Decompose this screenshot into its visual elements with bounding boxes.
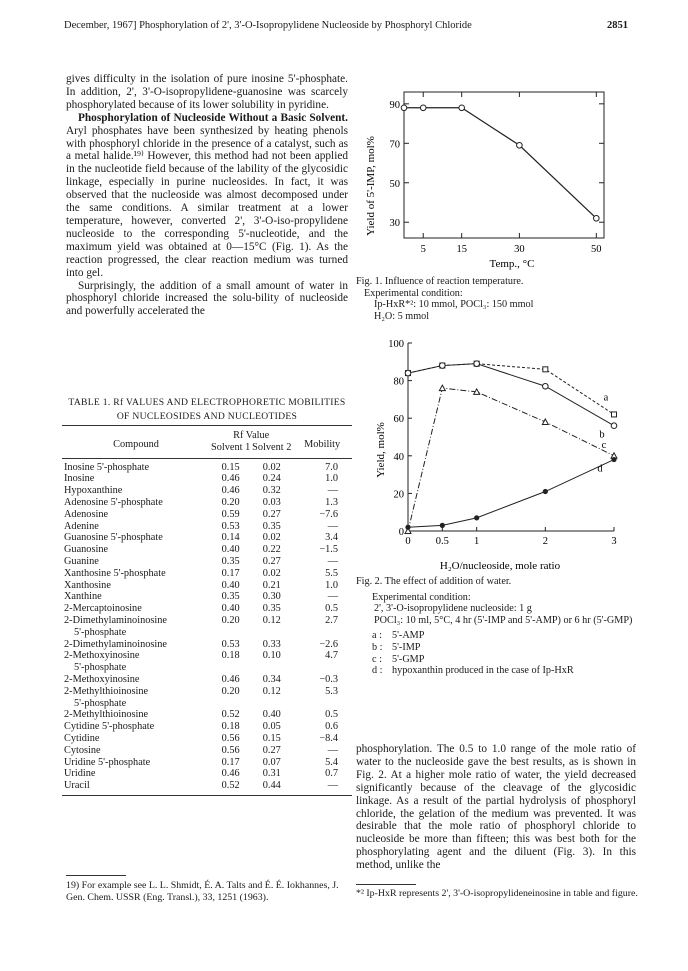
mobility-value: 1.0 xyxy=(325,473,338,485)
solvent-2-value: 0.12 xyxy=(262,614,281,626)
solvent-2-value: 0.35 xyxy=(262,603,281,615)
table-caption: TABLE 1. Rf VALUES AND ELECTROPHORETIC MOBILITIES OF NUCLEOSIDES AND NUCLEOTIDES xyxy=(68,397,346,422)
table-row xyxy=(62,458,352,473)
solvent-1-value: 0.20 xyxy=(221,614,240,626)
solvent-2-value: 0.07 xyxy=(262,756,281,768)
fig2-series-a-line xyxy=(408,364,614,415)
fig2-condition-head: Experimental condition: xyxy=(372,591,471,603)
fig2-point-b xyxy=(405,370,411,376)
fig2-xtick-label: 2 xyxy=(542,536,548,547)
solvent-1-value: 0.46 xyxy=(221,768,240,780)
mobility-value: −2.6 xyxy=(319,638,338,650)
right-column-text: phosphorylation. The 0.5 to 1.0 range of the mole ratio of water to the nucleoside gave the best results, as is shown in Fig. 2. At a higher mole ratio of water, the yield decreased significantly because of the cleavage of the glycosidic linkage. As a result of the partial hydrolysis of phosphoryl chloride, the gelation of the medium was prevented. It was desirable that the mole ratio of phosphoryl chloride to nucleoside be more than fifteen; this was best both for the phosphorylating agent and the diluent (Fig. 3). In this method, unlike the xyxy=(356,743,636,872)
fig2-ylabel: Yield, mol% xyxy=(375,422,387,478)
compound-cell xyxy=(62,721,210,733)
fig2-legend-key: a : xyxy=(372,630,382,642)
compound-name: Guanosine xyxy=(64,544,109,556)
mobility-value: 5.3 xyxy=(325,685,338,697)
fig2-xtick-label: 3 xyxy=(611,536,617,547)
compound-name: 2-Dimethylaminoinosine xyxy=(64,638,167,650)
table-row xyxy=(62,568,352,580)
fig2-point-c xyxy=(542,419,548,425)
mobility-value: −7.6 xyxy=(319,508,338,520)
compound-cell xyxy=(62,497,210,509)
compound-name: 2-Methylthioinosine xyxy=(64,685,149,697)
table-row xyxy=(62,745,352,757)
fig2-series-label: c xyxy=(601,439,607,451)
mobility-value: 5.4 xyxy=(325,756,338,768)
footnote-2: *² Ip-HxR represents 2', 3'-O-isopropylideneinosine in table and figure. xyxy=(356,888,638,899)
compound-cell xyxy=(62,458,210,473)
solvent-1-value: 0.20 xyxy=(221,685,240,697)
rf-values-table xyxy=(62,425,352,796)
table-row xyxy=(62,780,352,795)
mobility-value: 3.4 xyxy=(325,532,338,544)
table-row xyxy=(62,757,352,769)
fig1-caption xyxy=(356,276,646,322)
fig2-plot xyxy=(405,361,617,534)
compound-cell xyxy=(62,639,210,651)
fig2-ytick-label: 0 xyxy=(398,527,404,538)
solvent-1-value: 0.53 xyxy=(221,520,240,532)
left-column-text xyxy=(66,73,348,318)
compound-name-continued: 5'-phosphate xyxy=(74,697,127,709)
solvent-1-value: 0.15 xyxy=(221,461,240,473)
mobility-value: 0.5 xyxy=(325,603,338,615)
fig1-data-point xyxy=(401,105,407,111)
fig1-xtick-label: 50 xyxy=(591,244,602,255)
table-row xyxy=(62,603,352,615)
mobility-value: 7.0 xyxy=(325,461,338,473)
mobility-value: 2.7 xyxy=(325,614,338,626)
mobility-value: 0.5 xyxy=(325,709,338,721)
compound-cell xyxy=(62,580,210,592)
table-row xyxy=(62,650,352,674)
mobility-value: — xyxy=(292,780,352,795)
compound-cell xyxy=(62,485,210,497)
compound-cell xyxy=(62,674,210,686)
footnote-19: 19) For example see L. L. Shmidt, É. A. Talts and É. É. Iokhannes, J. Gen. Chem. USSR (Eng. Transl.), 33, 1251 (1963). xyxy=(66,880,339,903)
mobility-value: — xyxy=(327,520,338,532)
solvent-1-value: 0.40 xyxy=(221,579,240,591)
compound-name: Uridine xyxy=(64,768,96,780)
fig2-point-d xyxy=(543,489,548,494)
compound-cell xyxy=(62,509,210,521)
table-row xyxy=(62,497,352,509)
compound-name: Inosine xyxy=(64,473,95,485)
fig1-data-point xyxy=(420,105,426,111)
fig2-point-d xyxy=(474,515,479,520)
fig2-ytick-label: 60 xyxy=(393,414,404,426)
fig2-legend-item xyxy=(372,654,646,666)
solvent-2-value: 0.12 xyxy=(262,685,281,697)
fig2-series-b-line xyxy=(408,364,614,426)
fig2-point-d xyxy=(405,525,410,530)
fig2-xlabel: H₂O/nucleoside, mole ratio xyxy=(439,560,561,572)
table-row xyxy=(62,709,352,721)
mobility-value: 0.6 xyxy=(325,721,338,733)
fig1-condition-head: Experimental condition: xyxy=(364,287,463,299)
solvent-2-value: 0.15 xyxy=(262,732,281,744)
compound-cell xyxy=(62,733,210,745)
solvent-2-value: 0.02 xyxy=(262,532,281,544)
table-row xyxy=(62,674,352,686)
compound-cell xyxy=(62,603,210,615)
table-row xyxy=(62,509,352,521)
table-row xyxy=(62,485,352,497)
mobility-value: — xyxy=(327,744,338,756)
solvent-1-value: 0.53 xyxy=(221,638,240,650)
fig2-point-a xyxy=(612,412,617,417)
solvent-2-value: 0.02 xyxy=(262,567,281,579)
fig2-series-c-line xyxy=(408,388,614,531)
solvent-1-value: 0.20 xyxy=(221,496,240,508)
paragraph-2-body: Aryl phosphates have been synthesized by heating phenols with phosphoryl chloride in the presence of a catalyst, such as a metal halide.¹⁹⁾ However, this method had not been applied in the nucleotide field because of the lability of the glycosidic linkage, especially in purine nucleosides. In fact, it was observed that the nucleoside was almost decomposed under the same conditions. A similar treatment at a lower temperature, however, converted 2', 3'-O-iso-propylidene nucleoside to the corresponding 5'-nucleotide, and the maximum yield was obtained at 0—15°C (Fig. 1). As the reaction progressed, the clear reaction medium was turned into gel. xyxy=(66,124,348,279)
fig2-ytick-label: 80 xyxy=(393,376,404,388)
compound-name-continued: 5'-phosphate xyxy=(74,626,127,638)
solvent-1-value: 0.46 xyxy=(221,473,240,485)
mobility-value: 1.0 xyxy=(325,579,338,591)
compound-name: Adenosine 5'-phosphate xyxy=(64,496,163,508)
compound-cell xyxy=(62,556,210,568)
table-body xyxy=(62,458,352,795)
solvent-1-value: 0.14 xyxy=(221,532,240,544)
compound-name: 2-Methylthioinosine xyxy=(64,709,149,721)
table-row xyxy=(62,532,352,544)
table-row xyxy=(62,544,352,556)
fig2-point-c xyxy=(439,385,445,391)
fig2-caption xyxy=(356,576,646,677)
compound-name-continued: 5'-phosphate xyxy=(74,662,127,674)
solvent-2-value: 0.32 xyxy=(262,485,281,497)
paragraph-2 xyxy=(66,112,348,280)
compound-name: Cytosine xyxy=(64,744,101,756)
mobility-value: 5.5 xyxy=(325,567,338,579)
compound-name: 2-Dimethylaminoinosine xyxy=(64,614,167,626)
solvent-2-value: 0.10 xyxy=(262,650,281,662)
compound-name: Xanthosine xyxy=(64,579,111,591)
page-number: 2851 xyxy=(607,20,628,31)
solvent-1-value: 0.52 xyxy=(210,780,251,795)
fig2-series-label: a xyxy=(603,392,609,404)
solvent-1-value: 0.17 xyxy=(221,756,240,768)
solvent-2-value: 0.22 xyxy=(262,544,281,556)
mobility-value: 4.7 xyxy=(325,650,338,662)
solvent-2-value: 0.31 xyxy=(262,768,281,780)
fig1-series-line xyxy=(404,108,596,218)
compound-cell xyxy=(62,768,210,780)
mobility-value: — xyxy=(327,485,338,497)
fig1-condition-1: Ip-HxR*²: 10 mmol, POCl₃: 150 mmol xyxy=(374,299,534,311)
solvent-1-value: 0.56 xyxy=(221,744,240,756)
fig2-legend-item xyxy=(372,642,646,654)
solvent-1-value: 0.40 xyxy=(221,603,240,615)
fig2-condition-2: POCl₃: 10 ml, 5°C, 4 hr (5'-IMP and 5'-AMP) or 6 hr (5'-GMP) xyxy=(374,614,633,626)
compound-name: Adenine xyxy=(64,520,99,532)
compound-name: Uridine 5'-phosphate xyxy=(64,756,151,768)
paragraph-1: gives difficulty in the isolation of pure inosine 5'-phosphate. In addition, 2', 3'-O-isopropylidene-guanosine was scarcely phosphorylated because of its lower solubility in pyridine. xyxy=(66,73,348,111)
solvent-1-value: 0.56 xyxy=(221,732,240,744)
fig1-frame xyxy=(404,92,604,238)
fig1-xlabel: Temp., °C xyxy=(489,258,535,270)
compound-name: Uracil xyxy=(64,780,90,792)
compound-cell xyxy=(62,615,210,639)
solvent-2-value: 0.02 xyxy=(262,461,281,473)
table-row xyxy=(62,639,352,651)
table-row xyxy=(62,686,352,710)
section-heading: Phosphorylation of Nucleoside Without a Basic Solvent. xyxy=(78,111,348,124)
fig2-legend-key: c : xyxy=(372,653,382,665)
fig2-ytick-label: 100 xyxy=(388,339,404,350)
mobility-value: −1.5 xyxy=(319,544,338,556)
solvent-1-value: 0.59 xyxy=(221,508,240,520)
compound-cell xyxy=(62,521,210,533)
solvent-2-value: 0.24 xyxy=(262,473,281,485)
compound-name: Adenosine xyxy=(64,508,109,520)
solvent-2-value: 0.35 xyxy=(262,520,281,532)
column-header-mobility: Mobility xyxy=(304,438,341,450)
fig1-data-point xyxy=(517,142,523,148)
solvent-2-value: 0.30 xyxy=(262,591,281,603)
fig2-legend-text: 5'-AMP xyxy=(392,630,425,642)
compound-cell xyxy=(62,745,210,757)
table-row xyxy=(62,733,352,745)
solvent-2-value: 0.21 xyxy=(262,579,281,591)
compound-name: Xanthosine 5'-phosphate xyxy=(64,567,166,579)
fig1-caption-title: Fig. 1. Influence of reaction temperature. xyxy=(356,276,524,287)
compound-name: Guanine xyxy=(64,555,99,567)
compound-name: Inosine 5'-phosphate xyxy=(64,461,150,473)
fig1-data-point xyxy=(459,105,465,111)
compound-name: 2-Methoxyinosine xyxy=(64,650,140,662)
fig1-axes xyxy=(390,92,605,255)
mobility-value: — xyxy=(327,591,338,603)
compound-cell xyxy=(62,568,210,580)
fig2-series-label: b xyxy=(599,429,605,441)
table-row xyxy=(62,721,352,733)
fig2-legend-key: b : xyxy=(372,641,383,653)
compound-name: Cytidine 5'-phosphate xyxy=(64,721,155,733)
fig1-xtick-label: 5 xyxy=(420,244,426,255)
fig2-legend-item xyxy=(372,665,646,677)
fig2-xtick-label: 0 xyxy=(405,536,411,547)
fig2-condition-1: 2', 3'-O-isopropylidene nucleoside: 1 g xyxy=(374,603,532,615)
fig2-legend-text: 5'-IMP xyxy=(392,641,421,653)
footnote-rule xyxy=(66,875,126,876)
solvent-2-value: 0.05 xyxy=(262,721,281,733)
compound-cell xyxy=(62,532,210,544)
fig1-xtick-label: 30 xyxy=(514,244,525,255)
table-row xyxy=(62,768,352,780)
solvent-1-value: 0.40 xyxy=(221,544,240,556)
column-header-rf: Rf Value xyxy=(233,430,270,441)
fig2-ytick-label: 20 xyxy=(393,489,404,501)
compound-cell xyxy=(62,757,210,769)
fig2-point-a xyxy=(543,367,548,372)
paragraph-3: Surprisingly, the addition of a small amount of water in phosphoryl chloride increased the solu-bility of nucleoside and powerfully accelerated the xyxy=(66,279,348,318)
solvent-2-value: 0.27 xyxy=(262,555,281,567)
compound-cell xyxy=(62,686,210,710)
compound-name: 2-Mercaptoinosine xyxy=(64,603,142,615)
solvent-2-value: 0.27 xyxy=(262,744,281,756)
fig2-series-d-line xyxy=(408,460,614,528)
fig1-ytick-label: 30 xyxy=(389,218,400,230)
compound-name: Guanosine 5'-phosphate xyxy=(64,532,163,544)
fig2-point-b xyxy=(440,363,446,369)
table-row xyxy=(62,591,352,603)
compound-cell xyxy=(62,709,210,721)
fig1-ytick-label: 90 xyxy=(389,99,400,111)
fig2-xtick-label: 0.5 xyxy=(435,536,449,547)
fig2-point-b xyxy=(474,361,480,367)
fig1-chart xyxy=(360,86,622,270)
mobility-value: −0.3 xyxy=(319,673,338,685)
compound-cell xyxy=(62,650,210,674)
compound-cell xyxy=(62,544,210,556)
fig2-point-b xyxy=(611,423,617,429)
compound-cell xyxy=(62,780,210,795)
solvent-2-value: 0.44 xyxy=(251,780,292,795)
solvent-1-value: 0.35 xyxy=(221,555,240,567)
solvent-1-value: 0.18 xyxy=(221,721,240,733)
fig1-ytick-label: 70 xyxy=(389,139,400,151)
fig2-series-label: d xyxy=(597,463,603,475)
compound-cell xyxy=(62,591,210,603)
compound-name: Cytidine xyxy=(64,732,100,744)
mobility-value: 0.7 xyxy=(325,768,338,780)
table-row xyxy=(62,473,352,485)
fig2-legend-item xyxy=(372,630,646,642)
solvent-2-value: 0.40 xyxy=(262,709,281,721)
fig2-legend-text: hypoxanthin produced in the case of Ip-HxR xyxy=(392,665,574,677)
column-header-solvent-1: Solvent 1 xyxy=(211,441,251,453)
fig2-point-d xyxy=(440,523,445,528)
running-header: December, 1967] Phosphorylation of 2', 3'-O-Isopropylidene Nucleoside by Phosphoryl Chloride xyxy=(64,20,472,31)
table-row xyxy=(62,615,352,639)
solvent-1-value: 0.35 xyxy=(221,591,240,603)
fig2-ytick-label: 40 xyxy=(393,451,404,463)
solvent-2-value: 0.03 xyxy=(262,496,281,508)
fig2-point-d xyxy=(611,457,616,462)
fig1-xtick-label: 15 xyxy=(456,244,467,255)
solvent-1-value: 0.17 xyxy=(221,567,240,579)
compound-cell xyxy=(62,473,210,485)
fig1-data-point xyxy=(594,215,600,221)
fig2-legend-key: d : xyxy=(372,665,383,677)
footnote-2-rule xyxy=(356,884,416,885)
fig2-chart xyxy=(360,335,622,581)
fig1-ylabel: Yield of 5'-IMP, mol% xyxy=(365,136,377,236)
fig1-ytick-label: 50 xyxy=(389,178,400,190)
solvent-2-value: 0.34 xyxy=(262,673,281,685)
table-row xyxy=(62,556,352,568)
solvent-1-value: 0.46 xyxy=(221,673,240,685)
mobility-value: 1.3 xyxy=(325,496,338,508)
compound-name: Hypoxanthine xyxy=(64,485,123,497)
compound-name: 2-Methoxyinosine xyxy=(64,673,140,685)
column-header-solvent-2: Solvent 2 xyxy=(252,441,292,453)
table-row xyxy=(62,521,352,533)
fig1-plot xyxy=(401,105,599,221)
solvent-2-value: 0.33 xyxy=(262,638,281,650)
solvent-1-value: 0.52 xyxy=(221,709,240,721)
fig2-point-b xyxy=(543,383,549,389)
fig2-legend xyxy=(356,630,646,676)
fig2-xtick-label: 1 xyxy=(474,536,480,547)
solvent-1-value: 0.18 xyxy=(221,650,240,662)
mobility-value: — xyxy=(327,555,338,567)
fig2-legend-text: 5'-GMP xyxy=(392,653,425,665)
fig2-caption-title: Fig. 2. The effect of addition of water. xyxy=(356,576,512,587)
table-row xyxy=(62,580,352,592)
column-header-compound: Compound xyxy=(113,438,159,450)
fig1-condition-2: H₂O: 5 mmol xyxy=(374,310,430,322)
solvent-1-value: 0.46 xyxy=(221,485,240,497)
mobility-value: −8.4 xyxy=(319,732,338,744)
compound-name: Xanthine xyxy=(64,591,102,603)
solvent-2-value: 0.27 xyxy=(262,508,281,520)
